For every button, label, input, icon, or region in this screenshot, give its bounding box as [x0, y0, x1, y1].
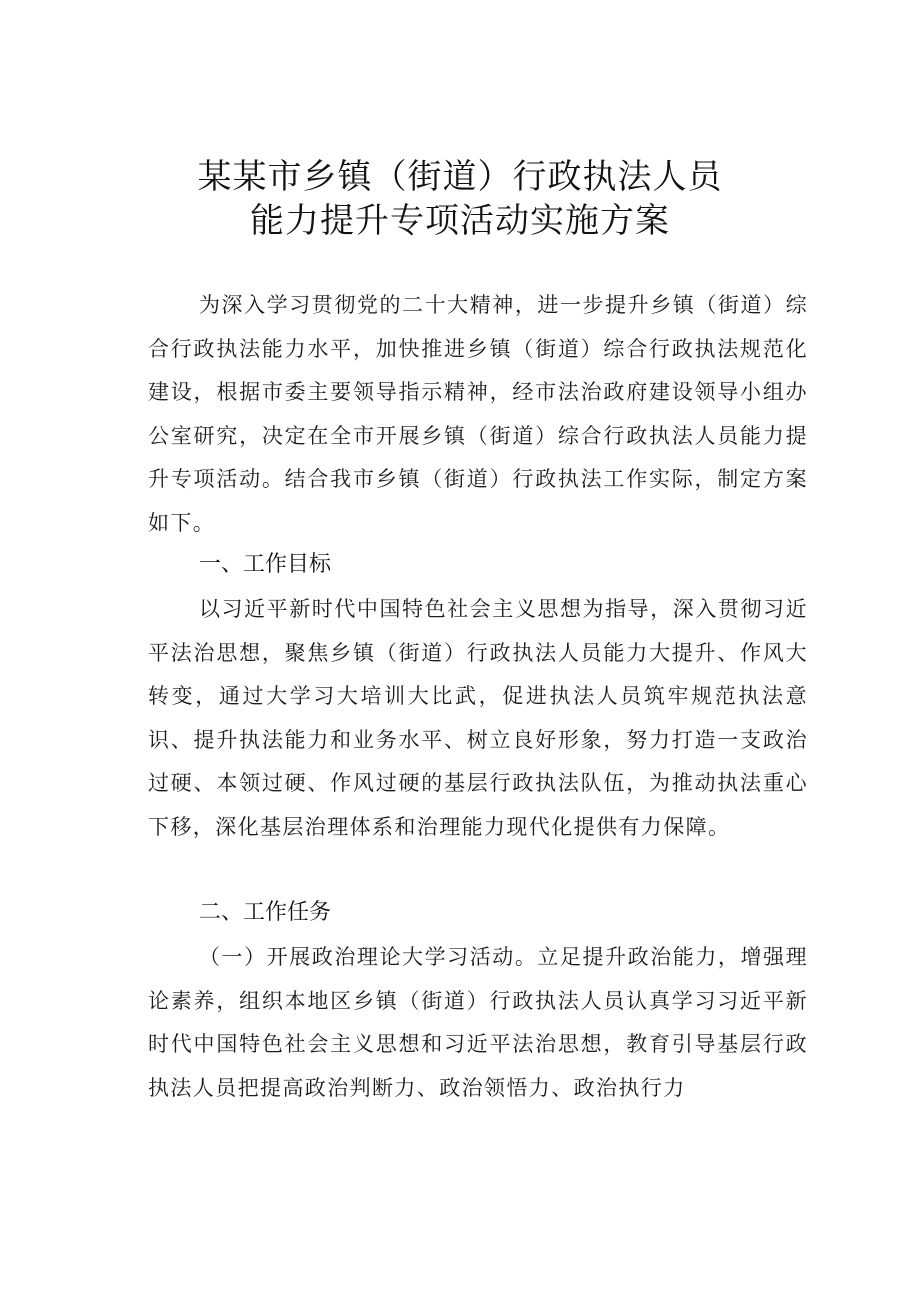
work-goals-paragraph: 以习近平新时代中国特色社会主义思想为指导，深入贯彻习近平法治思想，聚焦乡镇（街道）行政执法人员能力大提升、作风大转变，通过大学习大培训大比武，促进执法人员筑牢规范执法意识、提升执法能力和业务水平、树立良好形象，努力打造一支政治过硬、本领过硬、作风过硬的基层行政执法队伍，为推动执法重心下移，深化基层治理体系和治理能力现代化提供有力保障。 [148, 597, 808, 839]
intro-paragraph: 为深入学习贯彻党的二十大精神，进一步提升乡镇（街道）综合行政执法能力水平，加快推进乡镇（街道）综合行政执法规范化建设，根据市委主要领导指示精神，经市法治政府建设领导小组办公室研究，决定在全市开展乡镇（街道）综合行政执法人员能力提升专项活动。结合我市乡镇（街道）行政执法工作实际，制定方案如下。 [148, 293, 808, 535]
work-tasks-paragraph: （一）开展政治理论大学习活动。立足提升政治能力，增强理论素养，组织本地区乡镇（街道）行政执法人员认真学习习近平新时代中国特色社会主义思想和习近平法治思想，教育引导基层行政执法人员把提高政治判断力、政治领悟力、政治执行力 [148, 945, 808, 1100]
document-title-line-1: 某某市乡镇（街道）行政执法人员 [197, 157, 723, 197]
section-heading-work-goals: 一、工作目标 [199, 552, 332, 577]
document-title-line-2: 能力提升专项活动实施方案 [250, 201, 670, 241]
section-heading-work-tasks: 二、工作任务 [199, 900, 332, 925]
